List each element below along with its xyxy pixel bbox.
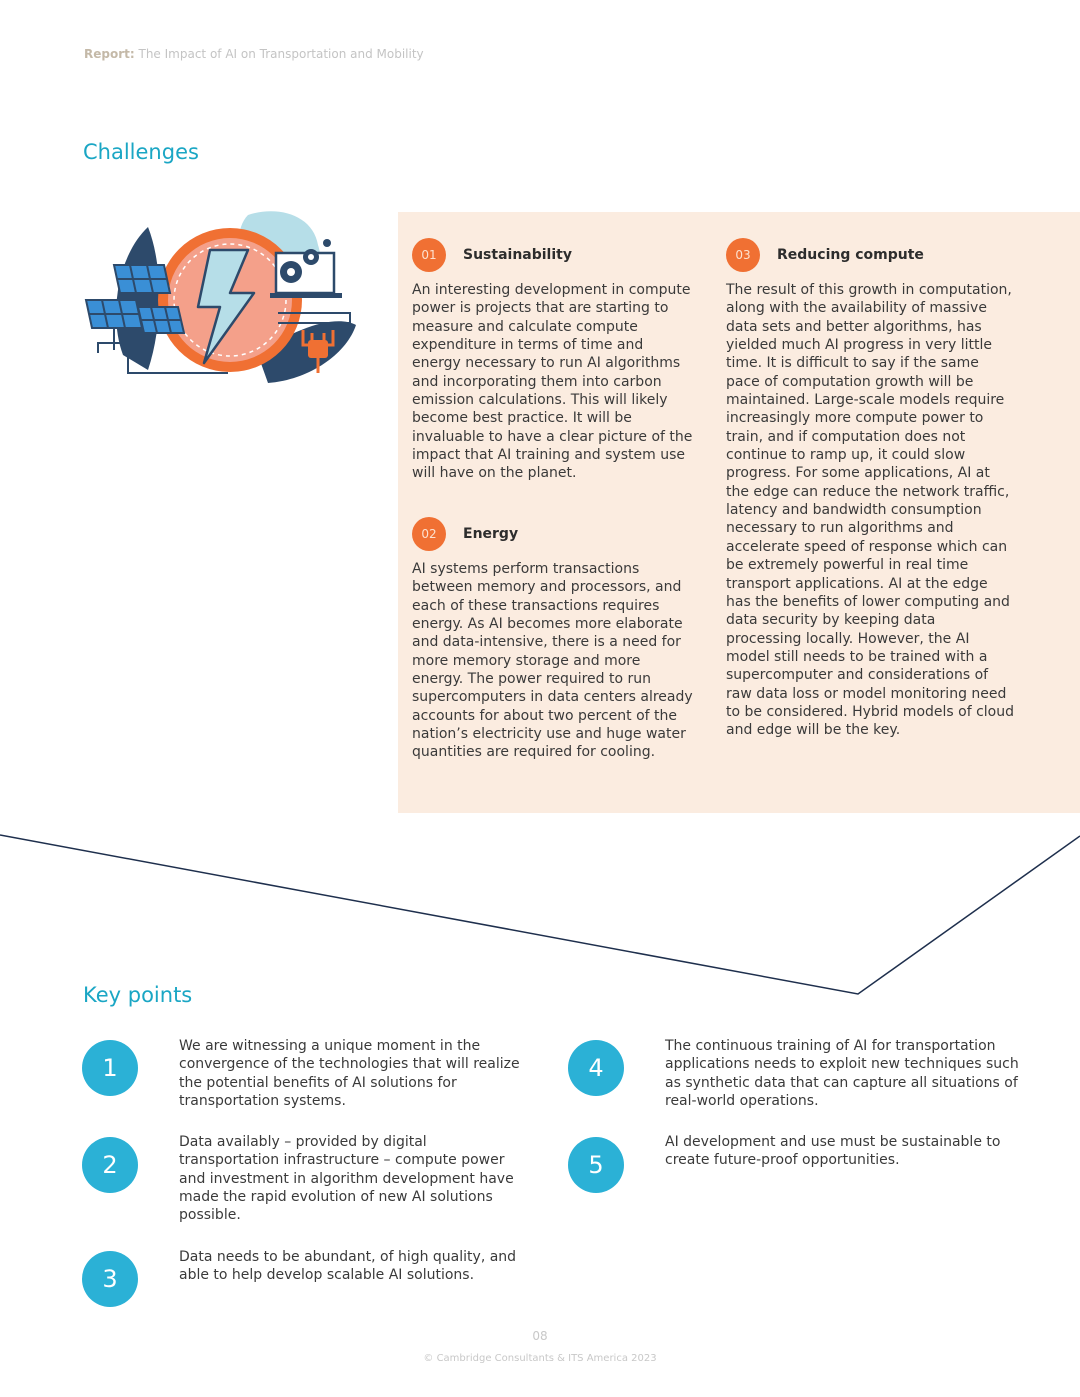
- key-point-number: 4: [568, 1040, 624, 1096]
- key-point-number: 1: [82, 1040, 138, 1096]
- key-point-number: 2: [82, 1137, 138, 1193]
- challenge-body: An interesting development in compute power is projects that are starting to measure and calculate compute expenditure in terms of time and energy necessary to run AI algorithms and incorporating them into carbon emission calculations. This will likely become best practice. It will be invaluable to have a clear picture of the impact that AI training and system use will have on the planet.: [412, 282, 693, 482]
- key-point-text: Data needs to be abundant, of high quality, and able to help develop scalable AI solutions.: [179, 1249, 517, 1284]
- footer-copyright: © Cambridge Consultants & ITS America 2023: [423, 1353, 657, 1364]
- challenge-title: Reducing compute: [777, 247, 924, 263]
- solar-energy-illustration: [78, 205, 358, 390]
- page-number: 08: [532, 1329, 548, 1343]
- key-point-number: 3: [82, 1251, 138, 1307]
- key-point-text: The continuous training of AI for transportation applications needs to exploit new techniques such as synthetic data that can capture all situations of real-world operations.: [665, 1038, 1019, 1110]
- report-label: Report:: [84, 47, 135, 61]
- challenge-title: Sustainability: [463, 247, 572, 263]
- challenge-body: The result of this growth in computation, along with the availability of massive data sets and better algorithms, has yielded much AI progress in very little time. It is difficult to say if the same pace of computation growth will be maintained. Large-scale models require increasingly more compute power to train, and if computation does not continue to ramp up, it could slow progress. For some applications, AI at the edge can reduce the network traffic, latency and bandwidth consumption necessary to run algorithms and accelerate speed of response which can be extremely powerful in real time transport applications. AI at the edge has the benefits of lower computing and data security by keeping data processing locally. However, the AI model still needs to be trained with a supercomputer and considerations of raw data loss or model monitoring need to be considered. Hybrid models of cloud and edge will be the key.: [726, 282, 1014, 739]
- key-point-text: AI development and use must be sustainable to create future-proof opportunities.: [665, 1134, 1001, 1169]
- challenge-number-badge: 01: [412, 238, 446, 272]
- report-header: [84, 47, 424, 61]
- key-point-text: We are witnessing a unique moment in the convergence of the technologies that will realize the potential benefits of AI solutions for transportation systems.: [179, 1038, 520, 1110]
- challenges-title: Challenges: [83, 140, 199, 164]
- key-points-title: Key points: [83, 983, 193, 1007]
- key-point-number: 5: [568, 1137, 624, 1193]
- challenge-body: AI systems perform transactions between memory and processors, and each of these transactions requires energy. As AI becomes more elaborate and data-intensive, there is a need for more memory storage and more energy. The power required to run supercomputers in data centers already accounts for about two percent of the nation’s electricity use and huge water quantities are required for cooling.: [412, 561, 693, 761]
- challenge-number-badge: 02: [412, 517, 446, 551]
- challenge-title: Energy: [463, 526, 519, 542]
- decorative-divider-line: [0, 820, 1080, 1000]
- key-point-text: Data availably – provided by digital transportation infrastructure – compute power and investment in algorithm development have made the rapid evolution of new AI solutions possible.: [179, 1134, 514, 1224]
- challenge-number-badge: 03: [726, 238, 760, 272]
- report-title: The Impact of AI on Transportation and Mobility: [138, 47, 424, 61]
